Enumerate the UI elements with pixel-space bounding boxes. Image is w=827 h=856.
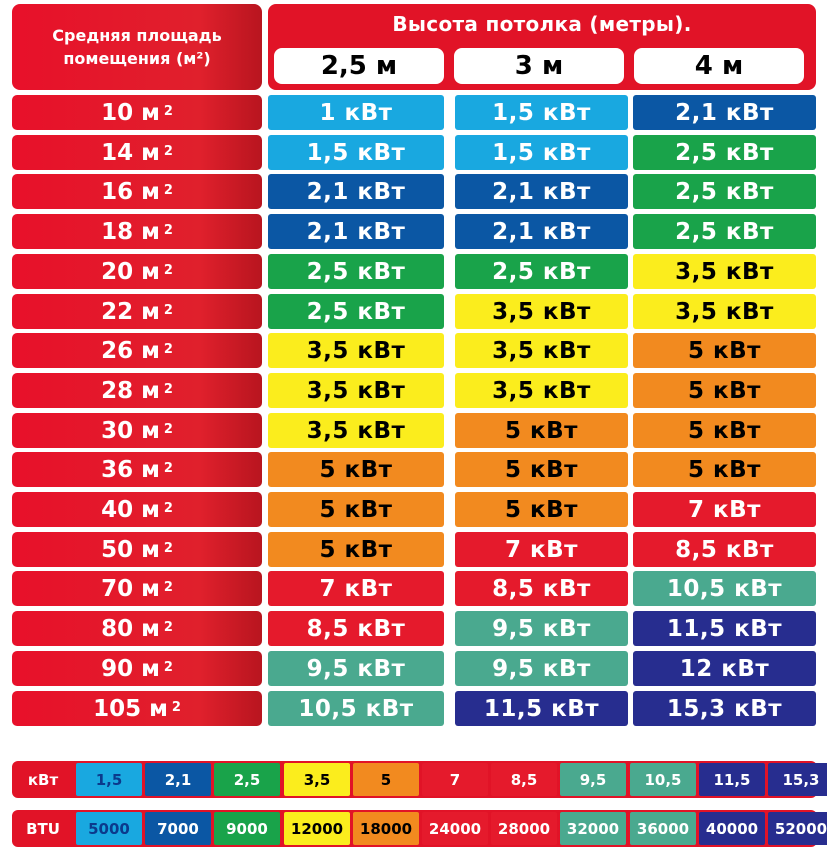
area-label (12, 492, 262, 527)
unit-superscript: 2 (163, 144, 173, 159)
unit-superscript: 2 (163, 104, 173, 119)
unit-superscript: 2 (163, 382, 173, 397)
unit-superscript: 2 (163, 422, 173, 437)
area-label (12, 691, 262, 726)
legend-btu-cell: 28000 (491, 812, 557, 845)
unit-superscript: 2 (163, 263, 173, 278)
power-cell: 2,1 кВт (268, 174, 444, 209)
power-cell: 2,1 кВт (633, 95, 816, 130)
area-column-header (12, 4, 262, 90)
area-label (12, 413, 262, 448)
area-label (12, 571, 262, 606)
area-label (12, 333, 262, 368)
area-label (12, 611, 262, 646)
power-cell: 1,5 кВт (455, 95, 628, 130)
height-2-5m: 2,5 м (274, 48, 444, 84)
legend-kw-cell: 7 (422, 763, 488, 796)
area-label (12, 95, 262, 130)
legend-kw-cell: 9,5 (560, 763, 626, 796)
legend-kw-cell: 8,5 (491, 763, 557, 796)
power-cell: 12 кВт (633, 651, 816, 686)
unit-superscript: 2 (163, 303, 173, 318)
area-value: 20 м (101, 258, 160, 285)
power-cell: 2,1 кВт (455, 174, 628, 209)
legend-kw-label: кВт (27, 770, 59, 789)
area-value: 105 м (93, 695, 168, 722)
legend-kw-cell: 5 (353, 763, 419, 796)
power-cell: 3,5 кВт (455, 373, 628, 408)
legend-kw-cell: 1,5 (76, 763, 142, 796)
area-value: 14 м (101, 139, 160, 166)
legend-btu-cell: 52000 (768, 812, 827, 845)
power-cell: 3,5 кВт (268, 413, 444, 448)
area-value: 40 м (101, 496, 160, 523)
area-label (12, 214, 262, 249)
unit-superscript: 2 (163, 620, 173, 635)
legend-btu-cell: 24000 (422, 812, 488, 845)
area-label (12, 452, 262, 487)
ceiling-height-title: Высота потолка (метры). (392, 12, 692, 36)
power-cell: 7 кВт (455, 532, 628, 567)
power-cell: 3,5 кВт (633, 294, 816, 329)
area-header-line2: помещения (м²) (63, 49, 211, 68)
power-cell: 3,5 кВт (268, 373, 444, 408)
power-cell: 2,5 кВт (633, 174, 816, 209)
ceiling-height-header (268, 4, 816, 90)
unit-superscript: 2 (163, 183, 173, 198)
area-label (12, 651, 262, 686)
unit-superscript: 2 (163, 660, 173, 675)
height-4m: 4 м (634, 48, 804, 84)
power-cell: 2,5 кВт (268, 254, 444, 289)
power-cell: 3,5 кВт (455, 294, 628, 329)
power-cell: 15,3 кВт (633, 691, 816, 726)
power-cell: 3,5 кВт (633, 254, 816, 289)
area-value: 90 м (101, 655, 160, 682)
power-cell: 2,1 кВт (268, 214, 444, 249)
legend-btu-cell: 9000 (214, 812, 280, 845)
legend-kw-cell: 10,5 (630, 763, 696, 796)
power-cell: 5 кВт (268, 532, 444, 567)
power-cell: 5 кВт (455, 413, 628, 448)
area-value: 18 м (101, 218, 160, 245)
area-value: 10 м (101, 99, 160, 126)
unit-superscript: 2 (163, 580, 173, 595)
power-cell: 1 кВт (268, 95, 444, 130)
power-cell: 5 кВт (633, 413, 816, 448)
power-cell: 5 кВт (455, 452, 628, 487)
area-value: 30 м (101, 417, 160, 444)
power-cell: 5 кВт (455, 492, 628, 527)
area-label (12, 294, 262, 329)
unit-superscript: 2 (171, 700, 181, 715)
legend-btu-cell: 12000 (284, 812, 350, 845)
unit-superscript: 2 (163, 461, 173, 476)
area-value: 50 м (101, 536, 160, 563)
legend-kw-cell: 3,5 (284, 763, 350, 796)
area-label (12, 174, 262, 209)
legend-kw-cell: 15,3 (768, 763, 827, 796)
power-cell: 10,5 кВт (268, 691, 444, 726)
power-cell: 8,5 кВт (268, 611, 444, 646)
power-cell: 1,5 кВт (268, 135, 444, 170)
legend-btu-label: BTU (26, 819, 60, 838)
legend-btu-cell: 18000 (353, 812, 419, 845)
power-cell: 2,5 кВт (268, 294, 444, 329)
power-cell: 1,5 кВт (455, 135, 628, 170)
power-cell: 9,5 кВт (268, 651, 444, 686)
area-label (12, 532, 262, 567)
power-cell: 8,5 кВт (455, 571, 628, 606)
unit-superscript: 2 (163, 501, 173, 516)
area-value: 36 м (101, 456, 160, 483)
area-label (12, 135, 262, 170)
power-cell: 9,5 кВт (455, 651, 628, 686)
area-label (12, 373, 262, 408)
area-value: 26 м (101, 337, 160, 364)
power-cell: 2,5 кВт (633, 135, 816, 170)
power-cell: 7 кВт (268, 571, 444, 606)
power-cell: 11,5 кВт (455, 691, 628, 726)
area-value: 16 м (101, 178, 160, 205)
power-cell: 5 кВт (268, 492, 444, 527)
legend-btu-cell: 32000 (560, 812, 626, 845)
legend-kw-cell: 11,5 (699, 763, 765, 796)
legend-kw-cell: 2,5 (214, 763, 280, 796)
area-value: 70 м (101, 575, 160, 602)
power-cell: 9,5 кВт (455, 611, 628, 646)
area-value: 22 м (101, 298, 160, 325)
area-label (12, 254, 262, 289)
legend-btu-row (12, 810, 827, 847)
power-cell: 5 кВт (633, 452, 816, 487)
legend-btu-cell: 5000 (76, 812, 142, 845)
power-cell: 5 кВт (633, 333, 816, 368)
area-value: 28 м (101, 377, 160, 404)
unit-superscript: 2 (163, 223, 173, 238)
power-cell: 3,5 кВт (268, 333, 444, 368)
unit-superscript: 2 (163, 342, 173, 357)
area-header-line1: Средняя площадь (52, 26, 222, 45)
height-3m: 3 м (454, 48, 624, 84)
legend-btu-cell: 7000 (145, 812, 211, 845)
area-value: 80 м (101, 615, 160, 642)
power-cell: 2,1 кВт (455, 214, 628, 249)
unit-superscript: 2 (163, 541, 173, 556)
power-cell: 7 кВт (633, 492, 816, 527)
power-cell: 10,5 кВт (633, 571, 816, 606)
power-cell: 11,5 кВт (633, 611, 816, 646)
power-cell: 8,5 кВт (633, 532, 816, 567)
legend-btu-cell: 36000 (630, 812, 696, 845)
legend-kw-cell: 2,1 (145, 763, 211, 796)
power-cell: 5 кВт (268, 452, 444, 487)
power-cell: 2,5 кВт (633, 214, 816, 249)
power-cell: 2,5 кВт (455, 254, 628, 289)
legend-kw-row (12, 761, 820, 798)
power-cell: 3,5 кВт (455, 333, 628, 368)
power-cell: 5 кВт (633, 373, 816, 408)
legend-btu-cell: 40000 (699, 812, 765, 845)
